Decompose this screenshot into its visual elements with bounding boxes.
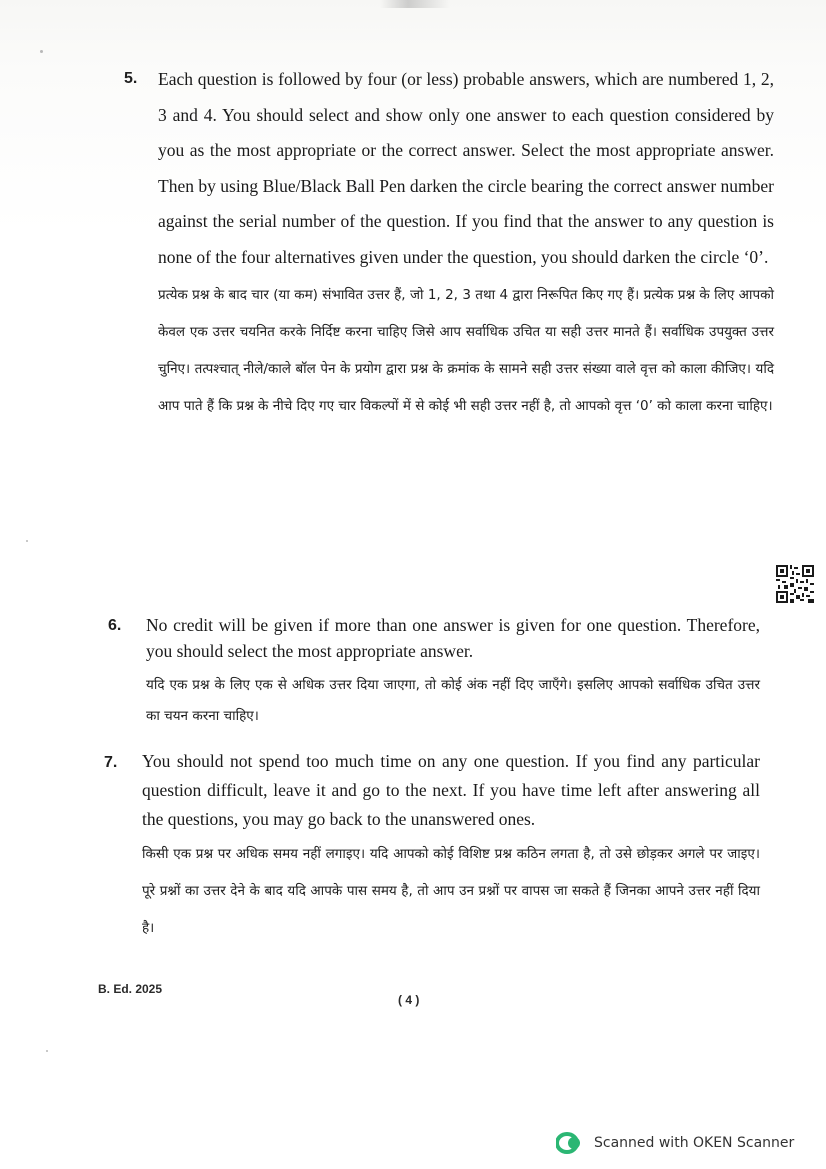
scan-speck <box>40 50 43 53</box>
instruction-text-english: You should not spend too much time on any one question. If you find any particular question difficult, leave it and go to the next. If you have time left after answering all the questions, you may go back to the unanswered ones. <box>142 751 760 829</box>
qr-code-icon <box>776 565 814 603</box>
scanner-watermark <box>556 1130 816 1156</box>
exam-code: B. Ed. 2025 <box>98 982 163 996</box>
instruction-text-english: Each question is followed by four (or less) probable answers, which are numbered 1, 2, 3 and 4. You should select and show only one answer to each question considered by you as the most appropriate or the correct answer. Select the most appropriate answer. Then by using Blue/Black Ball Pen darken the circle bearing the correct answer number against the serial number of the question. If you find that the answer to any question is none of the four alternatives given under the question, you should darken the circle ‘0’. <box>158 69 774 267</box>
scan-speck <box>46 1050 48 1052</box>
instruction-number: 7. <box>104 754 118 771</box>
page-number: ( 4 ) <box>398 993 420 1007</box>
instruction-text-english: No credit will be given if more than one answer is given for one question. Therefore, you should select the most appropriate answer. <box>146 615 760 661</box>
scan-artifact <box>380 0 450 8</box>
instruction-number: 5. <box>124 70 138 87</box>
oken-scanner-logo-icon <box>556 1132 582 1154</box>
instruction-text-hindi: किसी एक प्रश्न पर अधिक समय नहीं लगाइए। यदि आपको कोई विशिष्ट प्रश्न कठिन लगता है, तो उसे छोड़कर अगले पर जाइए। पूरे प्रश्नों का उत्तर देने के बाद यदि आपके पास समय है, तो आप उन प्रश्नों पर वापस जा सकते हैं जिनका आपने उत्तर नहीं दिया है। <box>142 846 760 936</box>
scan-speck <box>26 540 28 542</box>
instruction-5 <box>124 62 774 425</box>
instruction-6 <box>108 608 760 732</box>
scanner-label: Scanned with OKEN Scanner <box>594 1135 795 1151</box>
instruction-text-hindi: यदि एक प्रश्न के लिए एक से अधिक उत्तर दिया जाएगा, तो कोई अंक नहीं दिए जाएँगे। इसलिए आपको सर्वाधिक उचित उत्तर का चयन करना चाहिए। <box>146 677 760 724</box>
instruction-number: 6. <box>108 617 122 634</box>
instruction-text-hindi: प्रत्येक प्रश्न के बाद चार (या कम) संभावित उत्तर हैं, जो 1, 2, 3 तथा 4 द्वारा निरूपित किए गए हैं। प्रत्येक प्रश्न के लिए आपको केवल एक उत्तर चयनित करके निर्दिष्ट करना चाहिए जिसे आप सर्वाधिक उचित या सही उत्तर मानते हैं। सर्वाधिक उपयुक्त उत्तर चुनिए। तत्पश्चात् नीले/काले बॉल पेन के प्रयोग द्वारा प्रश्न के क्रमांक के सामने सही उत्तर संख्या वाले वृत्त को काला कीजिए। यदि आप पाते हैं कि प्रश्न के नीचे दिए गए चार विकल्पों में से कोई भी सही उत्तर नहीं है, तो आपको वृत्त ‘0’ को काला करना चाहिए। <box>158 287 774 414</box>
instruction-7 <box>104 745 760 947</box>
